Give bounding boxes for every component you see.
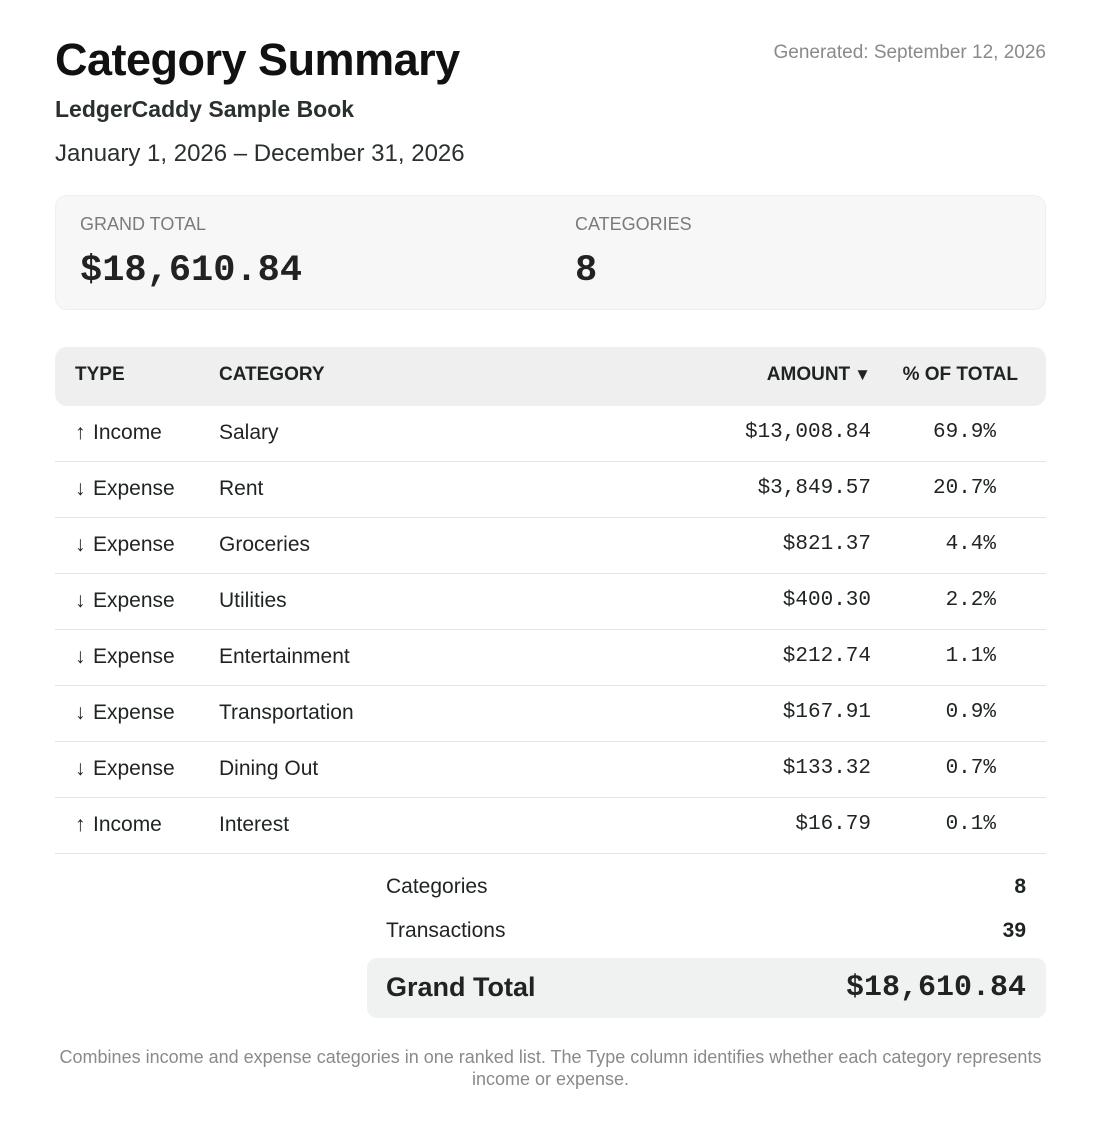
row-percent: 1.1% [945,645,996,668]
row-type [75,477,175,501]
row-amount: $821.37 [782,533,871,556]
row-category: Entertainment [219,645,350,668]
report-header [55,0,1046,195]
grand-total-label: Grand Total [386,972,536,1002]
expense-arrow-icon: ↓ [75,757,86,780]
sort-descending-icon: ▼ [854,365,871,384]
expense-arrow-icon: ↓ [75,477,86,500]
row-type-label: Expense [93,477,175,500]
kpi-categories-label: CATEGORIES [575,214,692,234]
table-row [55,574,1046,630]
category-table [55,347,1046,854]
row-type [75,533,175,557]
row-amount: $16.79 [795,813,871,836]
row-category: Dining Out [219,757,319,780]
row-type [75,645,175,669]
kpi-grand-total-label: GRAND TOTAL [80,214,207,234]
table-row [55,798,1046,854]
summary-block [367,857,1046,1005]
row-type [75,421,162,445]
table-row [55,630,1046,686]
table-header [55,347,1046,406]
income-arrow-icon: ↑ [75,813,86,836]
page-title: Category Summary [55,34,460,85]
expense-arrow-icon: ↓ [75,701,86,724]
row-type-label: Expense [93,589,175,612]
expense-arrow-icon: ↓ [75,589,86,612]
row-amount: $167.91 [782,701,871,724]
column-header-type[interactable]: TYPE [75,364,125,385]
row-category: Utilities [219,589,287,612]
row-amount: $212.74 [782,645,871,668]
row-percent: 0.7% [945,757,996,780]
row-percent: 2.2% [945,589,996,612]
kpi-panel [55,195,1046,310]
summary-categories [367,857,1046,901]
row-type-label: Income [93,421,162,444]
row-category: Groceries [219,533,311,556]
table-row [55,518,1046,574]
expense-arrow-icon: ↓ [75,645,86,668]
row-type-label: Expense [93,701,175,724]
row-amount: $13,008.84 [744,421,871,444]
table-row [55,686,1046,742]
book-name: LedgerCaddy Sample Book [55,96,355,122]
table-row [55,742,1046,798]
table-row [55,406,1046,462]
row-percent: 20.7% [932,477,996,500]
expense-arrow-icon: ↓ [75,533,86,556]
kpi-grand-total-value: $18,610.84 [80,250,303,292]
row-type [75,757,175,781]
row-category: Salary [219,421,279,444]
column-header-amount-label: AMOUNT [766,364,851,385]
summary-transactions-value: 39 [1002,919,1026,942]
column-header-amount[interactable] [767,364,871,386]
row-type-label: Expense [93,533,175,556]
table-row [55,462,1046,518]
row-amount: $400.30 [782,589,871,612]
grand-total-bar [367,958,1046,1018]
row-category: Rent [219,477,264,500]
kpi-categories-value: 8 [575,250,598,292]
row-type [75,813,162,837]
generated-date: Generated: September 12, 2026 [773,42,1046,63]
grand-total-value: $18,610.84 [845,971,1026,1005]
row-type [75,701,175,725]
column-header-category[interactable]: CATEGORY [219,364,325,385]
report-page [55,0,1046,1131]
row-category: Transportation [219,701,354,724]
income-arrow-icon: ↑ [75,421,86,444]
row-amount: $3,849.57 [757,477,871,500]
report-period: January 1, 2026 – December 31, 2026 [55,140,465,167]
row-type-label: Income [93,813,162,836]
row-amount: $133.32 [782,757,871,780]
summary-transactions-label: Transactions [386,919,506,942]
column-header-percent[interactable]: % OF TOTAL [902,364,1018,385]
row-percent: 0.9% [945,701,996,724]
row-percent: 4.4% [945,533,996,556]
summary-transactions [367,901,1046,945]
row-type-label: Expense [93,645,175,668]
row-percent: 0.1% [945,813,996,836]
footnote: Combines income and expense categories in one ranked list. The Type column identifies whether each category represents income or expense. [59,1047,1042,1089]
row-category: Interest [219,813,290,836]
row-type-label: Expense [93,757,175,780]
row-percent: 69.9% [932,421,996,444]
summary-categories-label: Categories [386,875,488,898]
summary-categories-value: 8 [1014,875,1026,898]
row-type [75,589,175,613]
